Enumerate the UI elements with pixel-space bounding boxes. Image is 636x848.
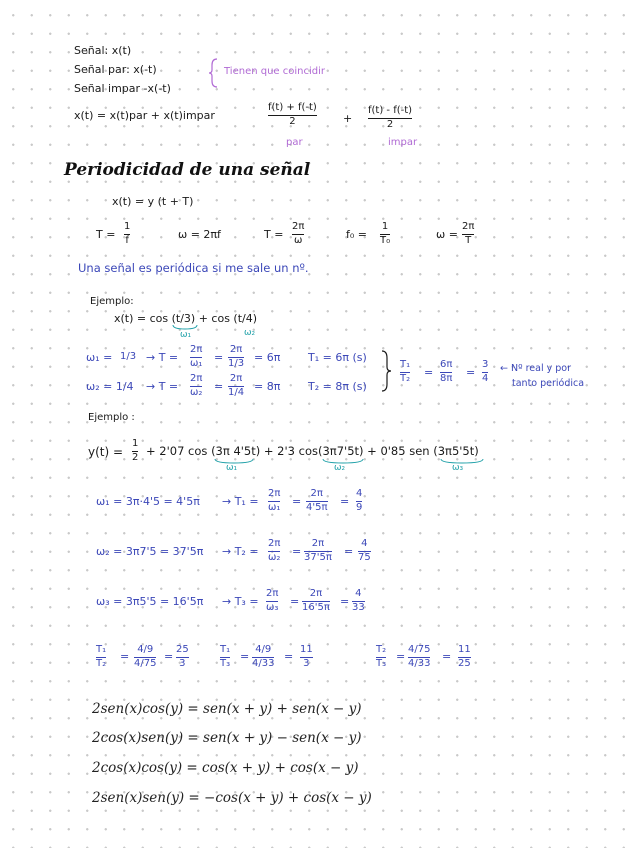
- ex1-ratio-eq: =: [424, 366, 434, 379]
- def-odd: Señal impar -x(-t): [74, 82, 171, 95]
- ex2-w2-frac2: [304, 539, 332, 563]
- r12-eq2: =: [164, 650, 174, 663]
- ex1-ratio-eq2: =: [466, 366, 476, 379]
- f0-fraction: [380, 222, 390, 246]
- frac-num: 2π: [268, 488, 281, 499]
- example2-w2-label: ω₂: [334, 463, 346, 473]
- frac-den: 3: [303, 657, 310, 669]
- ex1-r1-eq: =: [214, 351, 224, 364]
- ex1-r2-result: = 8π: [254, 380, 281, 393]
- frac-den: 4/33: [252, 657, 275, 669]
- frac-den: 75: [358, 551, 371, 563]
- odd-part-fraction: [368, 106, 412, 130]
- r23-frac-b: [408, 645, 430, 669]
- ex2-w2-arrow: → T₂ =: [222, 545, 259, 558]
- frac-num: T₁: [96, 644, 107, 655]
- frac-num: 2π: [311, 538, 325, 549]
- frac-num: 2π: [310, 488, 323, 499]
- frac-num: 2π: [229, 344, 243, 355]
- T2-num: 2π: [292, 221, 305, 232]
- identity-2: 2cos(x)sen(y) = sen(x + y) − sen(x − y): [92, 730, 362, 746]
- ex2-w3-arrow: → T₃ =: [222, 595, 259, 608]
- frac-den: 4'5π: [306, 501, 328, 513]
- T2-den: ω: [294, 234, 303, 246]
- w-num: 2π: [462, 221, 475, 232]
- r12-eq1: =: [120, 650, 130, 663]
- r12-frac-c: [176, 645, 189, 669]
- ex1-r1-frac1: [190, 345, 202, 369]
- identity-3: 2cos(x)cos(y) = cos(x + y) + cos(x − y): [92, 760, 359, 776]
- frac-den: 16'5π: [302, 601, 330, 613]
- frac-num: 2π: [190, 373, 203, 384]
- ex1-ratio-frac1: [400, 360, 410, 384]
- identity-4: 2sen(x)sen(y) = −cos(x + y) + cos(x − y): [92, 790, 372, 806]
- r13-frac-b: [252, 645, 274, 669]
- frac-den: ω₂: [268, 551, 281, 563]
- frac-den: ω₂: [190, 386, 203, 398]
- frac-den: 3: [179, 657, 186, 669]
- ex2-w2-eq2: =: [344, 545, 354, 558]
- frac-num: T₂: [376, 644, 387, 655]
- omega-formula: ω = 2πf: [178, 228, 221, 241]
- f0-den: T₀: [380, 234, 391, 246]
- r13-eq1: =: [240, 650, 250, 663]
- frac-den: T₃: [220, 657, 231, 669]
- ex2-w1-eq1: =: [292, 495, 302, 508]
- ex1-ratio-frac2: [440, 360, 452, 384]
- frac-num: 4/9: [137, 644, 154, 655]
- frac-num: 4/9: [255, 644, 272, 655]
- section-title: Periodicidad de una señal: [64, 160, 311, 180]
- example2-label: Ejemplo :: [88, 412, 135, 423]
- frac-den: 25: [458, 657, 471, 669]
- ex1-r2-frac1: [190, 374, 202, 398]
- frac-num: 4/75: [408, 644, 431, 655]
- ex2-w3-frac2: [302, 589, 330, 613]
- f0-num: 1: [381, 221, 389, 232]
- r12-frac-b: [134, 645, 156, 669]
- f0-lhs: f₀ =: [346, 228, 367, 241]
- example1-label: Ejemplo:: [90, 296, 134, 307]
- periodic-statement: Una señal es periódica si me sale un nº.: [78, 261, 309, 275]
- example1-w2-label: ω₂: [244, 328, 256, 338]
- frac-den: ω₃: [266, 601, 279, 613]
- frac-den: 1/4: [228, 386, 245, 398]
- ex2-w2-eq1: =: [292, 545, 302, 558]
- frac-den: 4/75: [134, 657, 157, 669]
- frac-num: 1: [132, 438, 139, 449]
- curly-brace-icon: [208, 58, 220, 88]
- frac-num: T₁: [400, 359, 411, 370]
- frac-num: 6π: [440, 359, 453, 370]
- def-signal: Señal: x(t): [74, 44, 132, 57]
- T2-lhs: T =: [264, 228, 284, 241]
- periodicity-equation: x(t) = y (t + T): [112, 195, 194, 208]
- even-part-fraction: [268, 103, 317, 127]
- ex1-w1-lhs: ω₁ =: [86, 351, 113, 364]
- frac-den: 33: [352, 601, 365, 613]
- frac-num: 3: [482, 359, 489, 370]
- frac-den: 8π: [440, 372, 453, 384]
- note-must-match: Tienen que coincidir: [224, 66, 326, 77]
- ex2-w1-line: ω₁ = 3π·4'5 = 4'5π: [96, 495, 200, 508]
- frac-num: 2π: [268, 538, 281, 549]
- ex1-T-arrow: → T =: [146, 351, 179, 364]
- frac-num: 4: [355, 588, 362, 599]
- ex2-w2-frac3: [358, 539, 371, 563]
- odd-label: impar: [388, 137, 418, 148]
- ex1-r1-result: = 6π: [254, 351, 281, 364]
- decomposition-lhs: x(t) = x(t)par + x(t)impar: [74, 109, 215, 122]
- r23-eq1: =: [396, 650, 406, 663]
- half-fraction: [132, 439, 138, 463]
- ex1-note-line2: tanto periódica: [512, 378, 585, 389]
- frac-den: 4: [482, 372, 489, 384]
- frac-den: ω₁: [190, 357, 203, 369]
- ex2-w3-eq1: =: [290, 595, 300, 608]
- decomposition-plus: +: [343, 112, 353, 125]
- T-fraction: [124, 222, 130, 246]
- def-even: Señal par: x(-t): [74, 63, 157, 76]
- ex1-w1-value: 1/3: [120, 351, 137, 362]
- frac-den: T₃: [376, 657, 387, 669]
- ex1-ratio-frac3: [482, 360, 488, 384]
- even-den: 2: [289, 115, 296, 127]
- ex2-w1-arrow: → T₁ =: [222, 495, 259, 508]
- frac-num: 2π: [190, 344, 203, 355]
- frac-num: 11: [300, 644, 313, 655]
- frac-num: 2π: [229, 373, 243, 384]
- r13-frac-c: [300, 645, 313, 669]
- ex1-T-arrow-2: → T =: [146, 380, 179, 393]
- frac-den: 4/33: [408, 657, 431, 669]
- r23-frac-a: [376, 645, 386, 669]
- ex1-r1-frac2: [228, 345, 244, 369]
- example2-eq-rhs: + 2'07 cos (3π 4'5t) + 2'3 cos(3π7'5t) + 0'85 sen (3π5'5t): [146, 444, 479, 458]
- ex2-w1-eq2: =: [340, 495, 350, 508]
- ex1-T2: T₂ = 8π (s): [308, 380, 367, 393]
- example1-w1-label: ω₁: [180, 330, 192, 340]
- frac-num: 2π: [266, 588, 279, 599]
- r12-frac-a: [96, 645, 106, 669]
- r23-eq2: =: [442, 650, 452, 663]
- T-num: 1: [124, 221, 131, 232]
- T-den: f: [125, 234, 129, 246]
- odd-den: 2: [386, 118, 394, 130]
- frac-num: 4: [361, 538, 368, 549]
- frac-num: 11: [458, 644, 471, 655]
- ex1-r2-eq: =: [214, 380, 224, 393]
- ex1-w2-lhs: ω₂ = 1/4: [86, 380, 134, 393]
- ex2-w1-frac2: [306, 489, 328, 513]
- right-brace-icon: [380, 350, 392, 392]
- frac-num: 4: [356, 488, 363, 499]
- example2-w3-label: ω₃: [452, 463, 464, 473]
- frac-den: 9: [356, 501, 363, 513]
- frac-den: 2: [132, 451, 139, 463]
- odd-num: f(t) - f(-t): [368, 105, 413, 116]
- w-lhs: ω =: [436, 228, 458, 241]
- r13-frac-a: [220, 645, 230, 669]
- ex1-r2-frac2: [228, 374, 244, 398]
- ex2-w3-frac3: [352, 589, 365, 613]
- r23-frac-c: [458, 645, 471, 669]
- frac-num: 2π: [309, 588, 323, 599]
- frac-den: 37'5π: [304, 551, 332, 563]
- frac-den: T₂: [96, 657, 107, 669]
- ex1-T1: T₁ = 6π (s): [308, 351, 367, 364]
- example2-w1-label: ω₁: [226, 463, 238, 473]
- ex2-w2-frac1: [268, 539, 280, 563]
- example1-equation: x(t) = cos (t/3) + cos (t/4): [114, 312, 258, 325]
- r13-eq2: =: [284, 650, 294, 663]
- frac-num: T₁: [220, 644, 231, 655]
- ex2-w3-frac1: [266, 589, 278, 613]
- w-den: T: [465, 234, 472, 246]
- frac-den: 1/3: [228, 357, 245, 369]
- ex1-note-line1: ← Nº real y por: [500, 363, 571, 374]
- even-label: par: [286, 137, 303, 148]
- ex2-w1-frac3: [356, 489, 362, 513]
- frac-den: ω₁: [268, 501, 281, 513]
- ex2-w3-eq2: =: [340, 595, 350, 608]
- T-lhs: T =: [96, 228, 116, 241]
- T2-fraction: [292, 222, 304, 246]
- frac-den: T₂: [400, 372, 411, 384]
- w-fraction: [462, 222, 474, 246]
- example2-eq-lhs: y(t) =: [88, 445, 124, 459]
- frac-num: 25: [176, 644, 189, 655]
- ex2-w1-frac1: [268, 489, 280, 513]
- even-num: f(t) + f(-t): [268, 102, 317, 113]
- identity-1: 2sen(x)cos(y) = sen(x + y) + sen(x − y): [92, 701, 362, 717]
- ex2-w2-line: ω₂ = 3π7'5 = 37'5π: [96, 545, 204, 558]
- ex2-w3-line: ω₃ = 3π5'5 = 16'5π: [96, 595, 204, 608]
